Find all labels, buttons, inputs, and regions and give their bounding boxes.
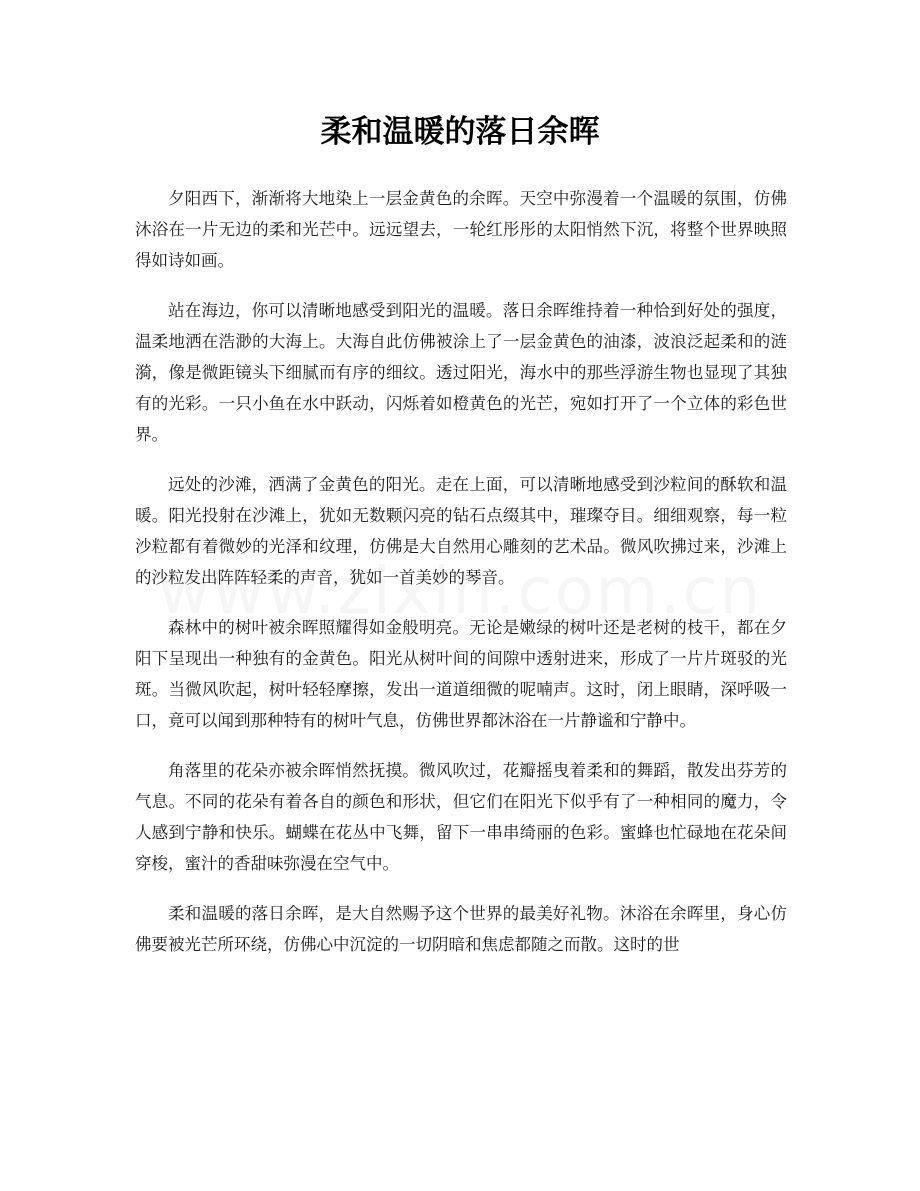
paragraph-6: 柔和温暖的落日余晖，是大自然赐予这个世界的最美好礼物。沐浴在余晖里，身心仿佛要被光芒所环绕，仿佛心中沉淀的一切阴暗和焦虑都随之而散。这时的世 [135, 904, 787, 954]
document-body [135, 183, 787, 979]
paragraph-5: 角落里的花朵亦被余晖悄然抚摸。微风吹过，花瓣摇曳着柔和的舞蹈，散发出芬芳的气息。不同的花朵有着各自的颜色和形状，但它们在阳光下似乎有了一种相同的魔力，令人感到宁静和快乐。蝴蝶在花丛中飞舞，留下一串串绮丽的色彩。蜜蜂也忙碌地在花朵间穿梭，蜜汁的香甜味弥漫在空气中。 [135, 761, 787, 873]
paragraph-1: 夕阳西下，渐渐将大地染上一层金黄色的余晖。天空中弥漫着一个温暖的氛围，仿佛沐浴在一片无边的柔和光芒中。远远望去，一轮红彤彤的太阳悄然下沉，将整个世界映照得如诗如画。 [135, 189, 787, 270]
paragraph-4: 森林中的树叶被余晖照耀得如金般明亮。无论是嫩绿的树叶还是老树的枝干，都在夕阳下呈现出一种独有的金黄色。阳光从树叶间的间隙中透射进来，形成了一片片斑驳的光斑。当微风吹起，树叶轻轻摩擦，发出一道道细微的呢喃声。这时，闭上眼睛，深呼吸一口，竟可以闻到那种特有的树叶气息，仿佛世界都沐浴在一片静谧和宁静中。 [135, 618, 787, 730]
paragraph-3: 远处的沙滩，洒满了金黄色的阳光。走在上面，可以清晰地感受到沙粒间的酥软和温暖。阳光投射在沙滩上，犹如无数颗闪亮的钻石点缀其中，璀璨夺目。细细观察，每一粒沙粒都有着微妙的光泽和纹理，仿佛是大自然用心雕刻的艺术品。微风吹拂过来，沙滩上的沙粒发出阵阵轻柔的声音，犹如一首美妙的琴音。 [135, 475, 787, 587]
document-title: 柔和温暖的落日余晖 [320, 114, 600, 150]
paragraph-2: 站在海边，你可以清晰地感受到阳光的温暖。落日余晖维持着一种恰到好处的强度，温柔地洒在浩渺的大海上。大海自此仿佛被涂上了一层金黄色的油漆，波浪泛起柔和的涟漪，像是微距镜头下细腻而有序的细纹。透过阳光，海水中的那些浮游生物也显现了其独有的光彩。一只小鱼在水中跃动，闪烁着如橙黄色的光芒，宛如打开了一个立体的彩色世界。 [135, 301, 787, 444]
